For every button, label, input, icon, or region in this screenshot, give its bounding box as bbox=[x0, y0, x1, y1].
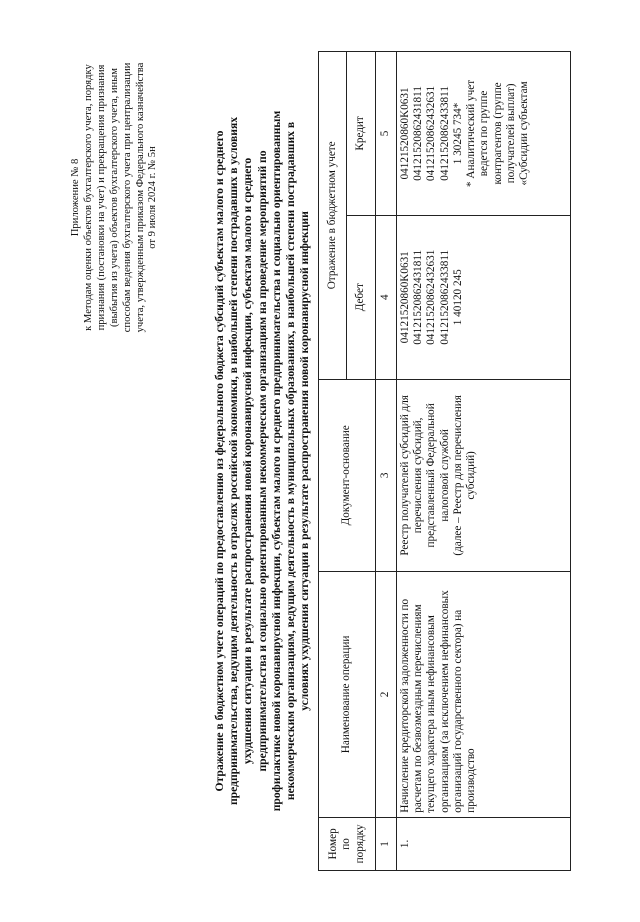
appendix-line: учета, утвержденным приказом Федерального казначейства bbox=[134, 62, 146, 333]
header-number-line: по bbox=[340, 838, 353, 850]
table-index-row bbox=[375, 52, 396, 871]
credit-account: 04121520860K0631 bbox=[398, 87, 411, 180]
credit-account: 04121520862431811 bbox=[412, 86, 424, 181]
credit-note-line: получателей выплат) bbox=[505, 83, 518, 184]
document-title bbox=[213, 0, 312, 922]
credit-account: 04121520862433811 bbox=[438, 86, 451, 181]
header-number bbox=[319, 817, 376, 870]
appendix-line: признания (постановки на учет) и прекращения признания bbox=[95, 64, 107, 331]
credit-note-line: «Субсидии субъектам bbox=[518, 81, 531, 186]
credit-note-line: контрагентов (группе bbox=[491, 82, 504, 185]
credit-note-line: ведется по группе bbox=[478, 90, 491, 177]
debit-account: 04121520862433811 bbox=[438, 249, 451, 345]
index-cell: 1 bbox=[375, 817, 396, 870]
title-line: Отражение в бюджетном учете операций по предоставлению из федерального бюджета субсидий субъектам малого и среднего bbox=[213, 130, 226, 792]
header-basis-document: Документ-основание bbox=[319, 379, 376, 571]
debit-account: 1 40120 245 bbox=[451, 269, 464, 326]
index-cell: 4 bbox=[375, 215, 396, 379]
header-number-line: Номер bbox=[326, 828, 339, 860]
credit-note-line: * Аналитический учет bbox=[465, 79, 478, 187]
index-cell: 5 bbox=[375, 52, 396, 216]
appendix-line: от 9 июля 2024 г. № 5н bbox=[147, 146, 159, 249]
appendix-line: Приложение № 8 bbox=[70, 158, 81, 237]
appendix-line: к Методам оценки объектов бухгалтерского учета, порядку bbox=[82, 64, 94, 331]
title-line: ухудшения ситуации в результате распространения новой коронавирусной инфекции, субъектам малого и среднего bbox=[241, 157, 255, 765]
appendix-line: (выбытия из учета) объектов бухгалтерского учета, иным bbox=[108, 68, 120, 328]
row-debit bbox=[396, 215, 570, 379]
row-number: 1. bbox=[396, 817, 570, 870]
credit-account: 04121520862432631 bbox=[425, 85, 438, 181]
header-operation-name: Наименование операции bbox=[319, 572, 376, 818]
title-line: предпринимательства, ведущим деятельность в отраслях российской экономики, в наибольшей степени пострадавших в условиях bbox=[227, 116, 241, 806]
row-basis-document: Реестр получателей субсидий для перечисления субсидий, представленный Федеральной налоговой службой (далее – Реестр для перечисления субсидий) bbox=[396, 379, 570, 571]
index-cell: 2 bbox=[375, 572, 396, 818]
debit-account: 04121520862432631 bbox=[425, 249, 438, 345]
header-number-line: порядку bbox=[353, 824, 366, 864]
row-credit bbox=[396, 52, 570, 216]
appendix-line: способам ведения бухгалтерского учета при централизации bbox=[121, 62, 133, 333]
debit-account: 04121520860K0631 bbox=[398, 251, 411, 344]
title-line: условиях ухудшения ситуации в результате распространения новой коронавирусной инфекции bbox=[298, 211, 312, 711]
credit-account: 1 30245 734* bbox=[451, 102, 464, 165]
header-debit: Дебет bbox=[347, 215, 375, 379]
table-header-row bbox=[319, 52, 347, 871]
row-operation-name: Начисление кредиторской задолженности по расчетам по безвозмездным перечислениям текущего характера иным нефинансовым организациям (за исключением нефинансовых организаций государственного сектора) на производство bbox=[396, 572, 570, 818]
index-cell: 3 bbox=[375, 379, 396, 571]
header-budget-reflection: Отражение в бюджетном учете bbox=[319, 52, 347, 380]
table-row bbox=[396, 52, 570, 871]
appendix-note bbox=[70, 55, 160, 340]
operations-table bbox=[318, 51, 571, 871]
title-line: предпринимательства и социально ориентированным некоммерческим организациям на проведение мероприятий по bbox=[255, 150, 269, 772]
title-line: профилактике новой коронавирусной инфекции, субъектам малого и среднего предпринимательства и социально ориентированным bbox=[269, 110, 283, 812]
header-credit: Кредит bbox=[347, 52, 375, 216]
title-line: некоммерческим организациям, ведущим деятельность в муниципальных образованиях, в наибольшей степени пострадавших в bbox=[284, 121, 298, 801]
debit-account: 04121520862431811 bbox=[412, 249, 424, 345]
